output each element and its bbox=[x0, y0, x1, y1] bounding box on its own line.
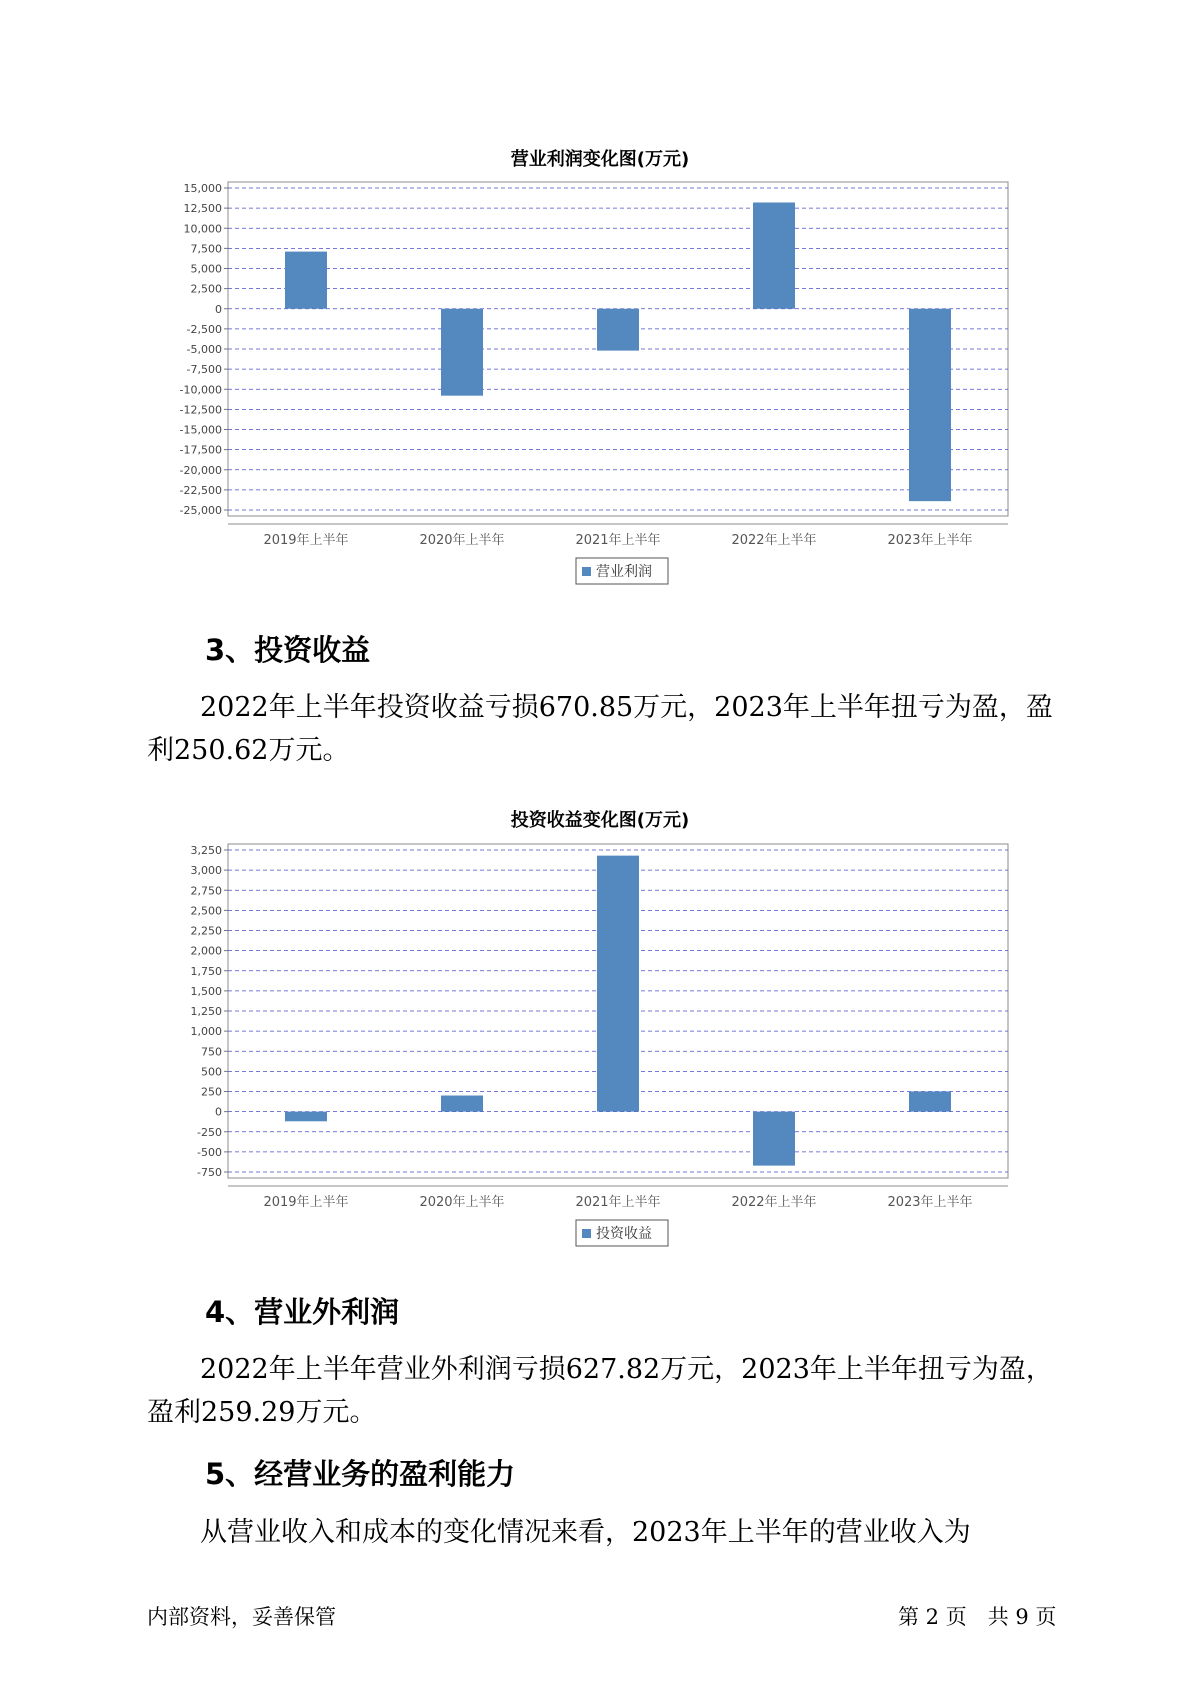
y-tick-label: 750 bbox=[201, 1045, 222, 1059]
bar-3 bbox=[597, 856, 639, 1112]
paragraph-line: 从营业收入和成本的变化情况来看，2023年上半年的营业收入为 bbox=[200, 1517, 971, 1548]
x-tick-label: 2021年上半年 bbox=[575, 1195, 661, 1210]
y-tick-label: -250 bbox=[197, 1125, 222, 1139]
y-tick-label: 10,000 bbox=[183, 222, 222, 236]
paragraph-line: 利250.62万元。 bbox=[147, 735, 350, 766]
y-tick-label: 2,000 bbox=[190, 944, 222, 958]
y-tick-label: -20,000 bbox=[179, 463, 222, 477]
bar-4 bbox=[753, 202, 795, 308]
y-tick-label: 0 bbox=[215, 1105, 222, 1119]
paragraph-line: 2022年上半年营业外利润亏损627.82万元，2023年上半年扭亏为盈， bbox=[200, 1354, 1053, 1385]
y-tick-label: -500 bbox=[197, 1145, 222, 1159]
chart-title-investment-income: 投资收益变化图(万元) bbox=[510, 810, 690, 831]
y-tick-label: 2,500 bbox=[190, 282, 222, 296]
bar-1 bbox=[285, 252, 327, 309]
y-tick-label: 2,750 bbox=[190, 884, 222, 898]
y-tick-label: 5,000 bbox=[190, 262, 222, 276]
x-tick-label: 2021年上半年 bbox=[575, 533, 661, 548]
y-tick-label: -22,500 bbox=[179, 483, 222, 497]
y-tick-label: 15,000 bbox=[183, 182, 222, 195]
legend-swatch bbox=[582, 567, 591, 576]
footer-confidential-note: 内部资料，妥善保管 bbox=[147, 1605, 336, 1629]
y-tick-label: 2,250 bbox=[190, 924, 222, 938]
x-tick-label: 2023年上半年 bbox=[887, 1195, 973, 1210]
y-tick-label: -10,000 bbox=[179, 383, 222, 397]
bar-5 bbox=[909, 309, 951, 501]
legend-label: 营业利润 bbox=[596, 564, 652, 580]
y-tick-label: 1,250 bbox=[190, 1005, 222, 1018]
y-tick-label: -7,500 bbox=[186, 363, 222, 377]
section-heading-profitability: 5、经营业务的盈利能力 bbox=[205, 1457, 516, 1491]
bar-4 bbox=[753, 1112, 795, 1166]
x-tick-label: 2019年上半年 bbox=[263, 533, 349, 548]
y-tick-label: 0 bbox=[215, 302, 222, 316]
x-tick-label: 2019年上半年 bbox=[263, 1195, 349, 1210]
chart-title-operating-profit: 营业利润变化图(万元) bbox=[510, 149, 690, 170]
bar-2 bbox=[441, 309, 483, 396]
y-tick-label: -5,000 bbox=[186, 343, 222, 356]
investment-income-chart bbox=[150, 832, 1030, 1262]
x-tick-label: 2020年上半年 bbox=[419, 533, 505, 548]
legend-label: 投资收益 bbox=[596, 1226, 652, 1242]
y-tick-label: 3,250 bbox=[190, 844, 222, 857]
y-tick-label: 1,000 bbox=[190, 1025, 222, 1039]
bar-2 bbox=[441, 1096, 483, 1112]
y-tick-label: 3,000 bbox=[190, 864, 222, 878]
paragraph-line: 盈利259.29万元。 bbox=[147, 1397, 377, 1428]
y-tick-label: -17,500 bbox=[179, 443, 222, 457]
bar-3 bbox=[597, 309, 639, 351]
paragraph-line: 2022年上半年投资收益亏损670.85万元，2023年上半年扭亏为盈，盈 bbox=[200, 692, 1053, 723]
x-tick-label: 2020年上半年 bbox=[419, 1195, 505, 1210]
y-tick-label: -12,500 bbox=[179, 403, 222, 417]
legend-swatch bbox=[582, 1229, 591, 1238]
y-tick-label: -2,500 bbox=[186, 322, 222, 336]
y-tick-label: -25,000 bbox=[179, 504, 222, 517]
y-tick-label: 250 bbox=[201, 1085, 222, 1099]
x-tick-label: 2022年上半年 bbox=[731, 533, 817, 548]
bar-1 bbox=[285, 1112, 327, 1122]
x-tick-label: 2022年上半年 bbox=[731, 1195, 817, 1210]
y-tick-label: -750 bbox=[197, 1166, 222, 1179]
y-tick-label: -15,000 bbox=[179, 423, 222, 437]
y-tick-label: 1,750 bbox=[190, 964, 222, 978]
footer-page-number: 第 2 页 共 9 页 bbox=[898, 1605, 1057, 1629]
bar-5 bbox=[909, 1091, 951, 1111]
y-tick-label: 1,500 bbox=[190, 984, 222, 998]
y-tick-label: 12,500 bbox=[183, 202, 222, 216]
x-tick-label: 2023年上半年 bbox=[887, 533, 973, 548]
y-tick-label: 500 bbox=[201, 1065, 222, 1079]
section-heading-investment-income: 3、投资收益 bbox=[205, 633, 371, 667]
y-tick-label: 7,500 bbox=[190, 242, 222, 256]
y-tick-label: 2,500 bbox=[190, 904, 222, 918]
section-heading-non-operating-profit: 4、营业外利润 bbox=[205, 1295, 400, 1329]
operating-profit-chart bbox=[150, 170, 1030, 600]
